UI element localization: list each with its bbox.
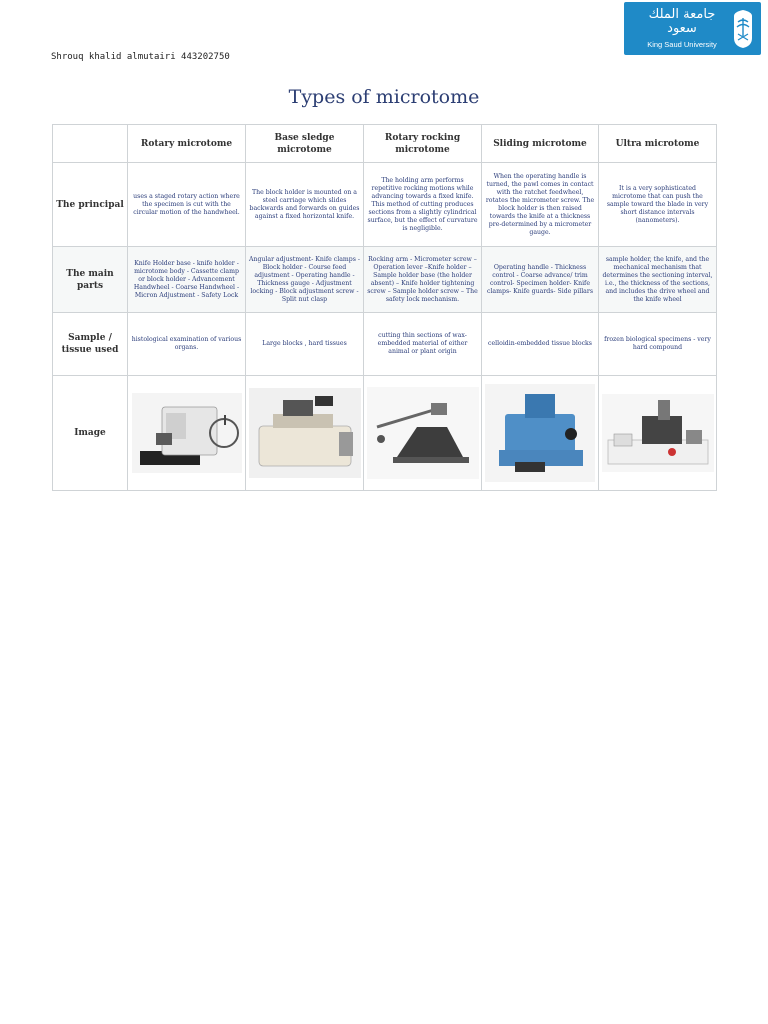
palm-emblem-icon bbox=[730, 8, 756, 50]
table-cell: celloidin-embedded tissue blocks bbox=[482, 313, 599, 376]
table-cell: The block holder is mounted on a steel carriage which slides backwards and forwards on guides against a fixed horizontal knife. bbox=[246, 163, 364, 247]
table-cell: uses a staged rotary action where the specimen is cut with the circular motion of the handwheel. bbox=[128, 163, 246, 247]
table-row bbox=[53, 163, 717, 247]
university-logo bbox=[624, 2, 761, 55]
column-header: Ultra microtome bbox=[599, 125, 717, 163]
image-cell bbox=[482, 376, 599, 491]
sliding-microtome-photo bbox=[485, 384, 595, 482]
table-cell: It is a very sophisticated microtome that can push the sample toward the blade in very short distance intervals (nanometers). bbox=[599, 163, 717, 247]
page-title: Types of microtome bbox=[288, 86, 480, 108]
table-header-row bbox=[53, 125, 717, 163]
column-header: Rotary rocking microtome bbox=[364, 125, 482, 163]
author-line: Shrouq khalid almutairi 443202750 bbox=[51, 52, 230, 62]
logo-english-text: King Saud University bbox=[647, 40, 717, 49]
ultra-microtome-photo bbox=[602, 394, 714, 472]
table-cell: frozen biological specimens - very hard compound bbox=[599, 313, 717, 376]
image-cell bbox=[364, 376, 482, 491]
rotary-microtome-photo bbox=[132, 393, 242, 473]
row-header: The main parts bbox=[53, 247, 128, 313]
table-cell: Angular adjustment- Knife clamps - Block holder - Course feed adjustment - Operating handle - Thickness gauge - Adjustment locking - Block adjustment screw - Split nut clasp bbox=[246, 247, 364, 313]
table-cell: sample holder, the knife, and the mechanical mechanism that determines the sectioning interval, i.e., the thickness of the sections, and includes the drive wheel and the knife wheel bbox=[599, 247, 717, 313]
table-cell: The holding arm performs repetitive rocking motions while advancing towards a fixed knife. This method of cutting produces sections from a slightly cylindrical surface, but the effect of curvature is negligible. bbox=[364, 163, 482, 247]
row-header: Image bbox=[53, 376, 128, 491]
table-cell: cutting thin sections of wax-embedded material of either animal or plant origin bbox=[364, 313, 482, 376]
table-cell: Large blocks , hard tissues bbox=[246, 313, 364, 376]
microtome-comparison-table bbox=[52, 124, 717, 491]
row-header: The principal bbox=[53, 163, 128, 247]
column-header: Sliding microtome bbox=[482, 125, 599, 163]
table-row bbox=[53, 313, 717, 376]
image-cell bbox=[246, 376, 364, 491]
rotary-rocking-microtome-photo bbox=[367, 387, 479, 479]
image-cell bbox=[599, 376, 717, 491]
base-sledge-microtome-photo bbox=[249, 388, 361, 478]
table-cell: Knife Holder base - knife holder - microtome body - Cassette clamp or block holder - Advancement Handwheel - Coarse Handwheel - Micron Adjustment - Safety Lock bbox=[128, 247, 246, 313]
logo-arabic-text: جامعة الملك سعود bbox=[648, 7, 716, 36]
table-row bbox=[53, 376, 717, 491]
image-cell bbox=[128, 376, 246, 491]
table-cell: Rocking arm - Micrometer screw – Operation lever –Knife holder – Sample holder base (the holder absent) – Knife holder tightening screw – Sample holder screw – The safety lock mechanism. bbox=[364, 247, 482, 313]
table-row bbox=[53, 247, 717, 313]
table-cell: When the operating handle is turned, the pawl comes in contact with the ratchet feedwheel, rotates the micrometer screw. The block holder is then raised towards the knife at a thickness pre-determined by a micrometer gauge. bbox=[482, 163, 599, 247]
table-cell: histological examination of various organs. bbox=[128, 313, 246, 376]
column-header bbox=[53, 125, 128, 163]
column-header: Base sledge microtome bbox=[246, 125, 364, 163]
table-cell: Operating handle - Thickness control - Coarse advance/ trim control- Specimen holder- Knife clamps- Knife guards- Side pillars bbox=[482, 247, 599, 313]
column-header: Rotary microtome bbox=[128, 125, 246, 163]
row-header: Sample / tissue used bbox=[53, 313, 128, 376]
